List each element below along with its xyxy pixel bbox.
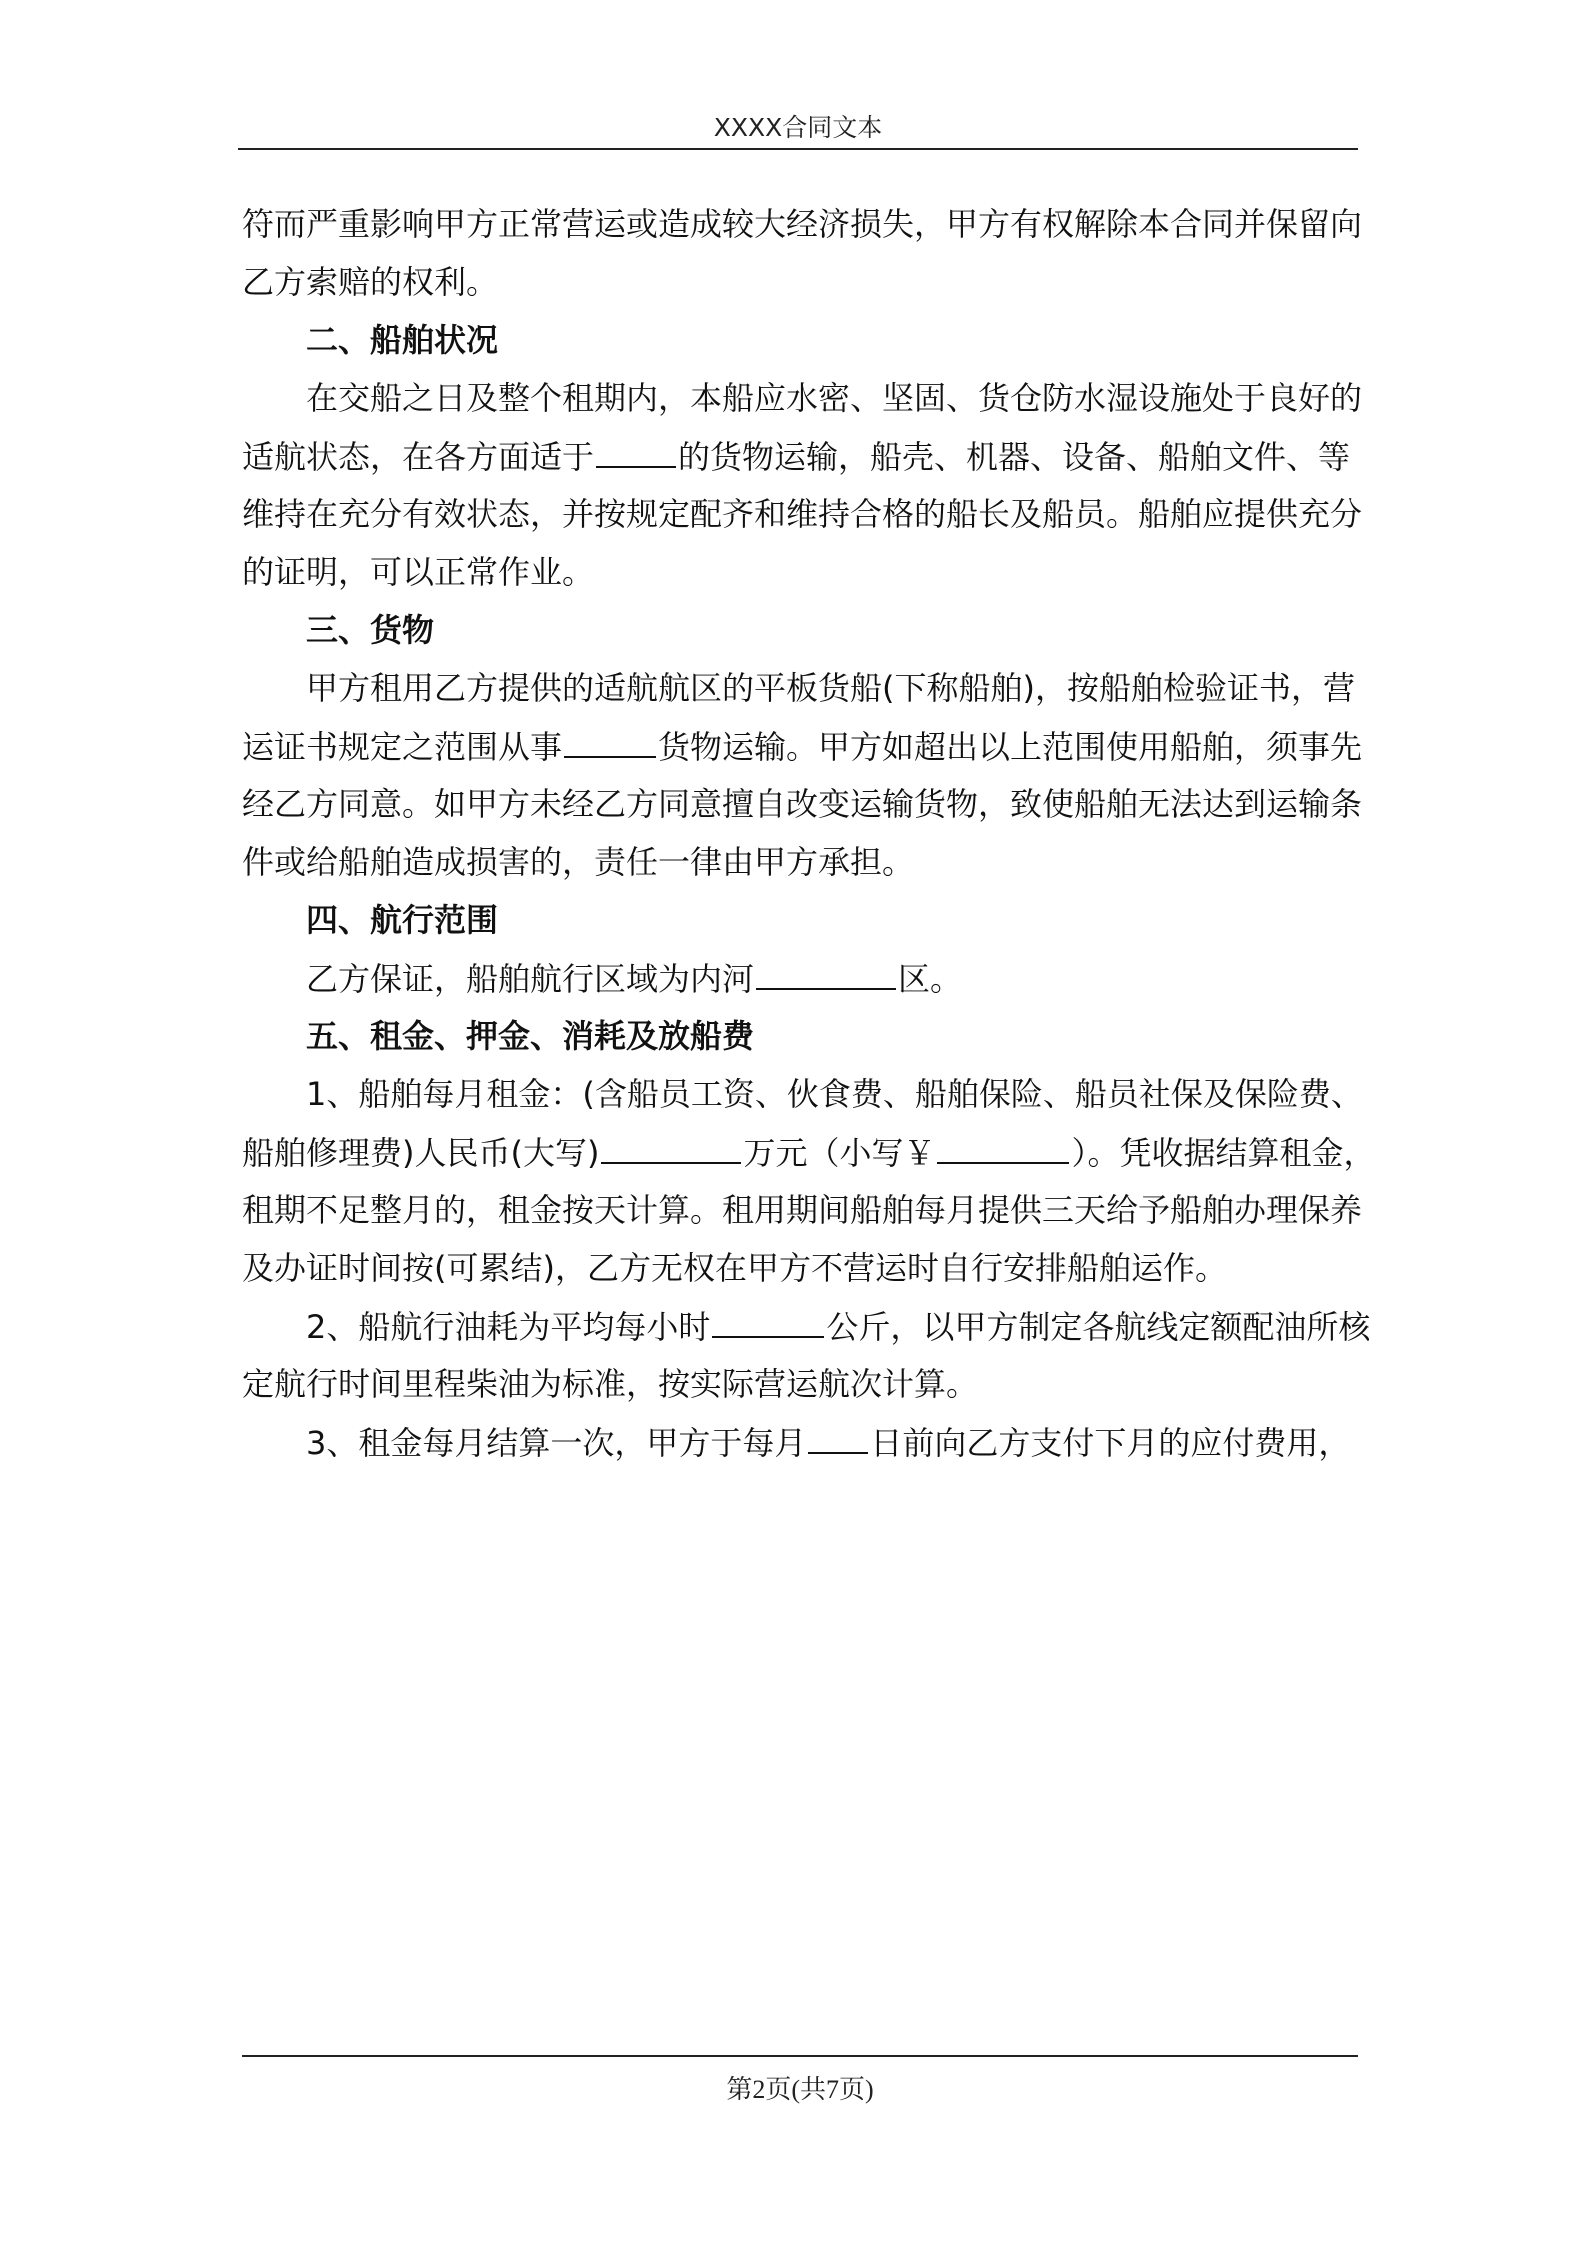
paragraph-line (242, 430, 1350, 482)
line-text: 日前向乙方支付下月的应付费用， (870, 1424, 1351, 1462)
section-heading-navigation-scope: 四、航行范围 (306, 901, 499, 939)
section-heading-cargo: 三、货物 (306, 611, 435, 649)
line-text: 公斤，以甲方制定各航线定额配油所核 (826, 1308, 1371, 1346)
paragraph-line (242, 1126, 1376, 1178)
paragraph-line: 经乙方同意。如甲方未经乙方同意擅自改变运输货物，致使船舶无法达到运输条 (242, 785, 1363, 823)
line-text: 的货物运输，船壳、机器、设备、船舶文件、等 (678, 438, 1351, 476)
line-text: 运证书规定之范围从事 (242, 728, 563, 766)
fill-in-blank[interactable] (808, 1416, 868, 1454)
line-text: 区。 (898, 960, 963, 998)
line-text: 万元（小写￥ (743, 1134, 936, 1172)
fill-in-blank[interactable] (712, 1300, 824, 1338)
fill-in-blank[interactable] (596, 430, 676, 468)
paragraph-line: 在交船之日及整个租期内，本船应水密、坚固、货仓防水湿设施处于良好的 (306, 379, 1363, 417)
paragraph-line: 1、船舶每月租金：(含船员工资、伙食费、船舶保险、船员社保及保险费、 (306, 1075, 1363, 1113)
paragraph-line (306, 952, 962, 1004)
fill-in-blank[interactable] (601, 1126, 741, 1164)
footer-divider (242, 2055, 1358, 2057)
section-heading-vessel-condition: 二、船舶状况 (306, 321, 499, 359)
fill-in-blank[interactable] (564, 720, 656, 758)
fill-in-blank[interactable] (756, 952, 896, 990)
fill-in-blank[interactable] (937, 1126, 1069, 1164)
paragraph-line: 定航行时间里程柴油为标准，按实际营运航次计算。 (242, 1365, 979, 1403)
header-divider (238, 148, 1358, 150)
paragraph-line: 租期不足整月的，租金按天计算。租用期间船舶每月提供三天给予船舶办理保养 (242, 1191, 1363, 1229)
line-text: 货物运输。甲方如超出以上范围使用船舶，须事先 (658, 728, 1363, 766)
line-text: ）。凭收据结算租金， (1071, 1134, 1376, 1172)
line-text: 乙方保证，船舶航行区域为内河 (306, 960, 755, 998)
line-text: 2、船航行油耗为平均每小时 (306, 1308, 711, 1346)
paragraph-line: 甲方租用乙方提供的适航航区的平板货船(下称船舶)，按船舶检验证书，营 (306, 669, 1355, 707)
section-heading-rent-deposit: 五、租金、押金、消耗及放船费 (306, 1017, 755, 1055)
paragraph-line (306, 1300, 1370, 1352)
page-header-title: XXXX合同文本 (713, 113, 883, 142)
line-text: 适航状态，在各方面适于 (242, 438, 595, 476)
line-text: 3、租金每月结算一次，甲方于每月 (306, 1424, 807, 1462)
paragraph-line: 及办证时间按(可累结)，乙方无权在甲方不营运时自行安排船舶运作。 (242, 1249, 1227, 1287)
paragraph-line: 乙方索赔的权利。 (242, 263, 499, 301)
page-number: 第2页(共7页) (726, 2075, 874, 2104)
paragraph-line: 件或给船舶造成损害的，责任一律由甲方承担。 (242, 843, 915, 881)
paragraph-line: 的证明，可以正常作业。 (242, 553, 595, 591)
line-text: 船舶修理费)人民币(大写) (242, 1134, 600, 1172)
paragraph-line: 符而严重影响甲方正常营运或造成较大经济损失，甲方有权解除本合同并保留向 (242, 205, 1363, 243)
paragraph-line: 维持在充分有效状态，并按规定配齐和维持合格的船长及船员。船舶应提供充分 (242, 495, 1363, 533)
paragraph-line (242, 720, 1362, 772)
paragraph-line (306, 1416, 1350, 1468)
